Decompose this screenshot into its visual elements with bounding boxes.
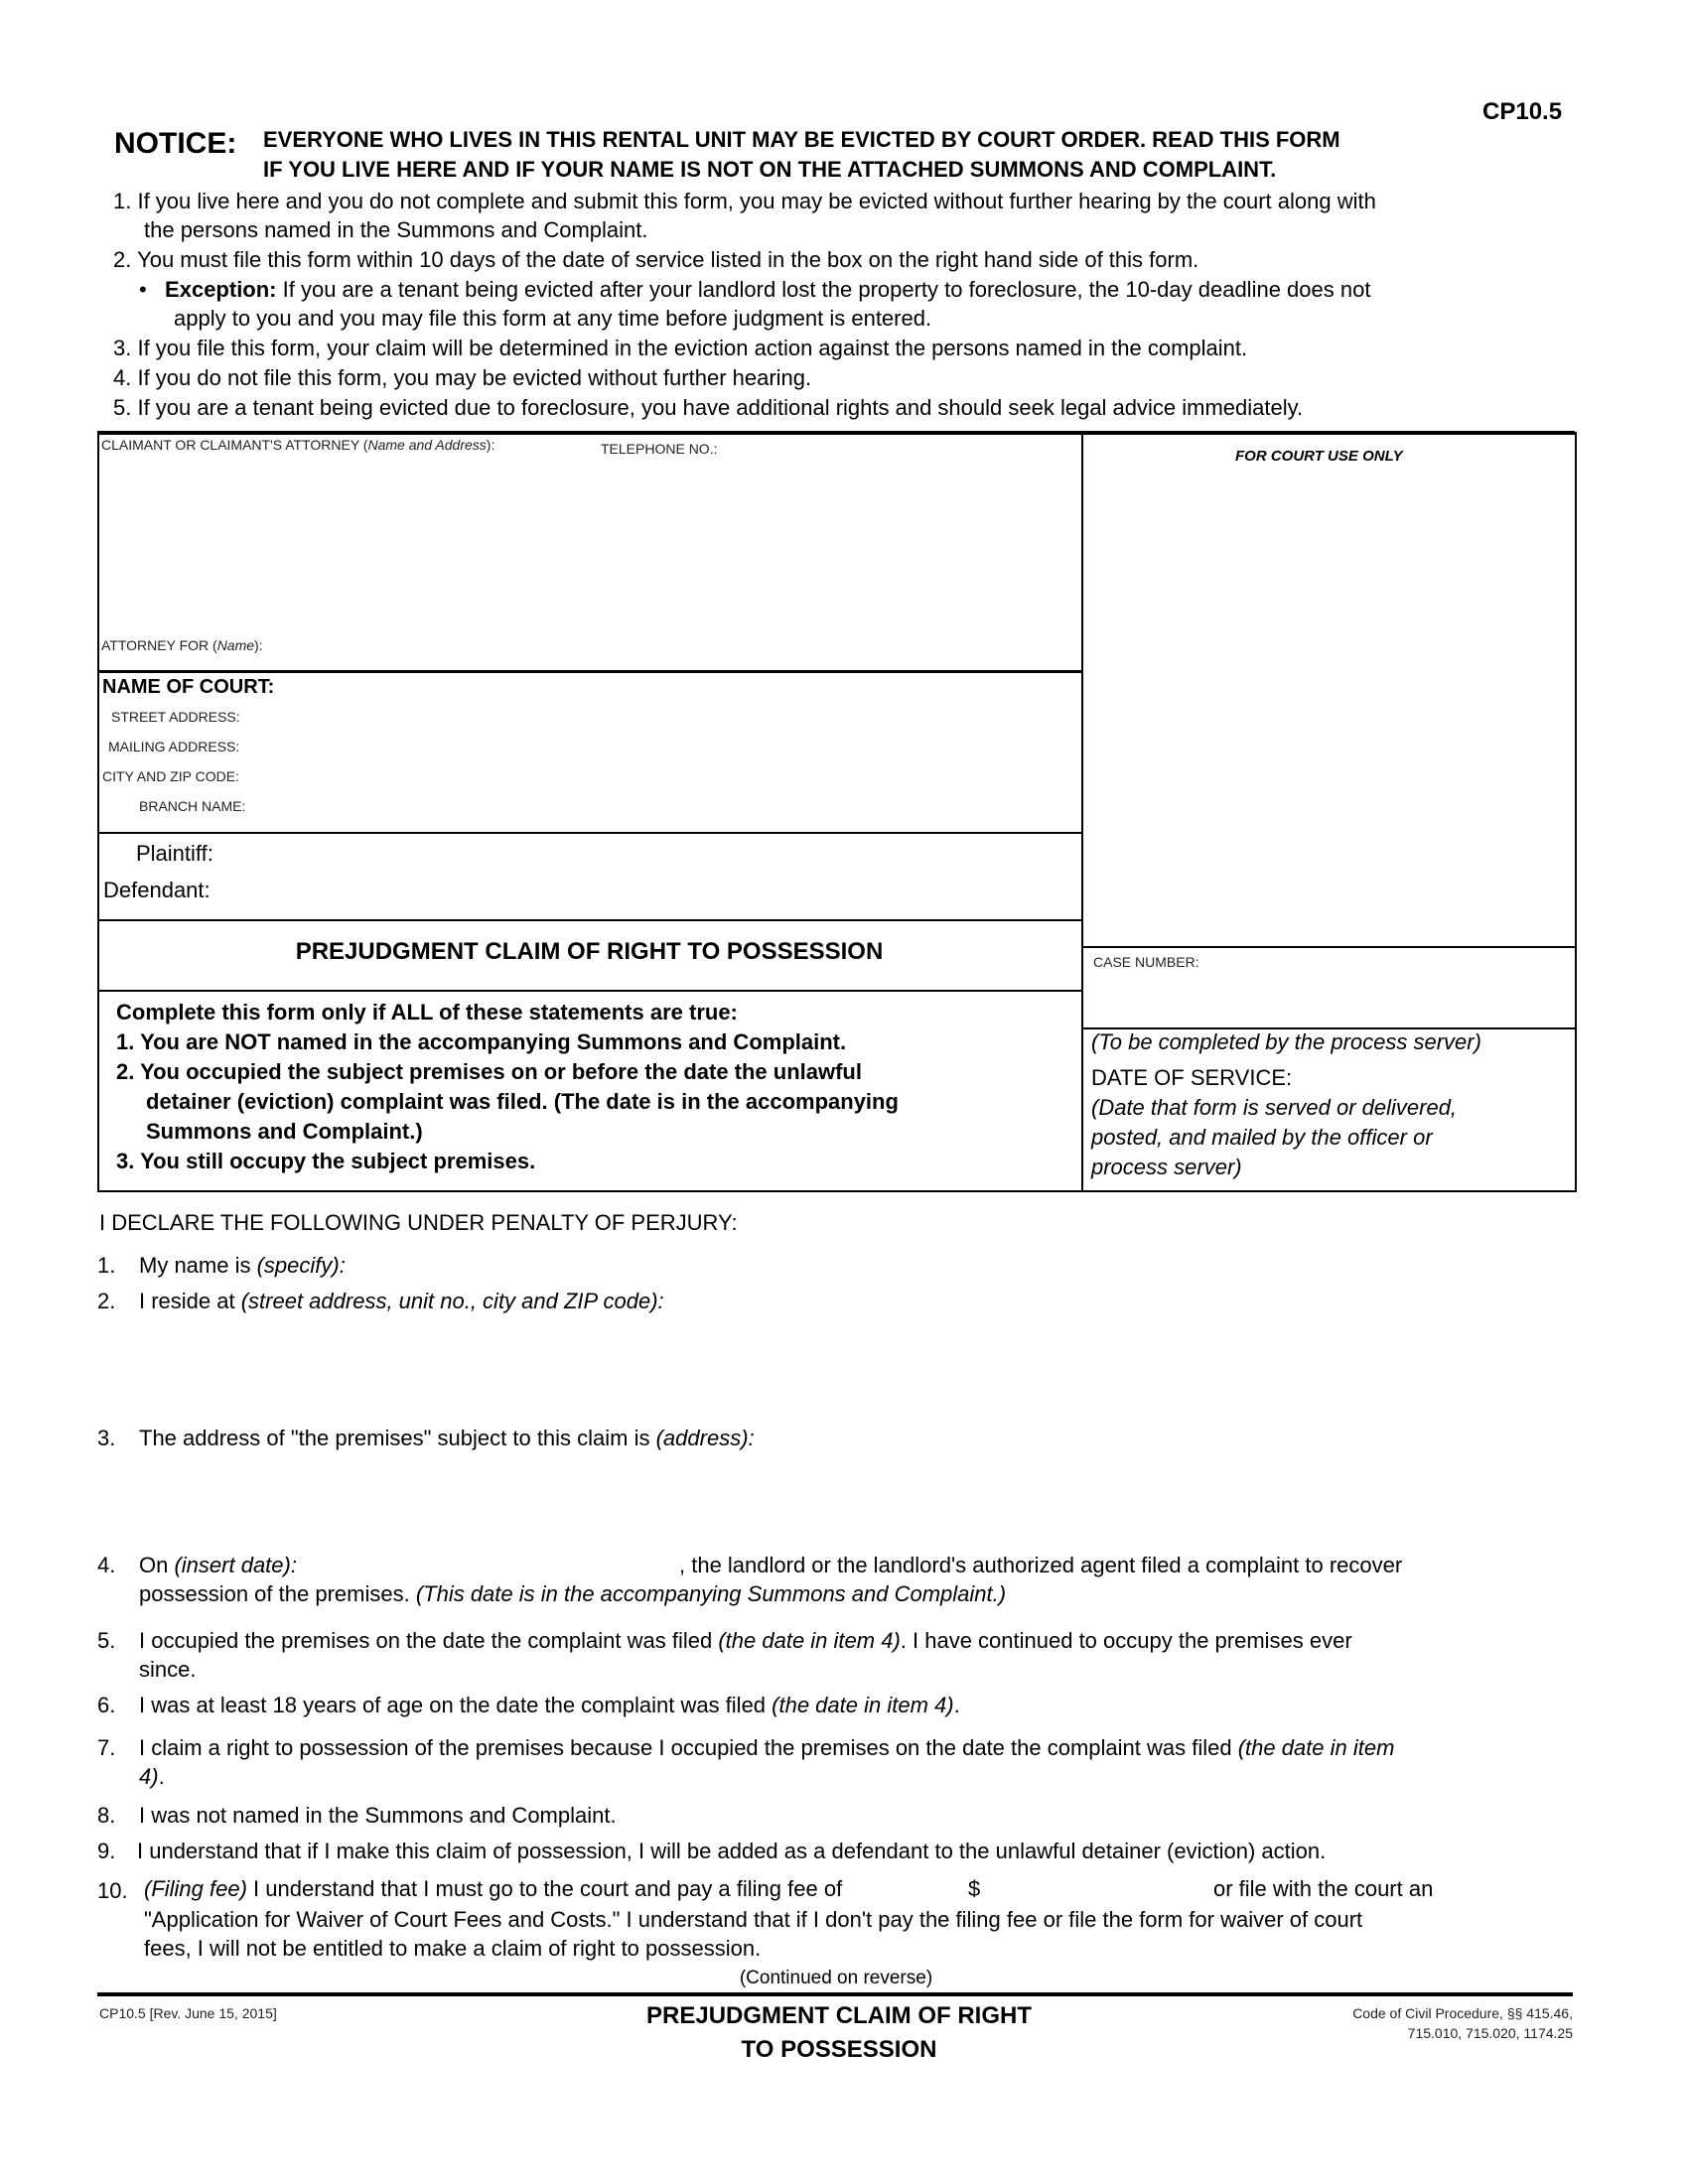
item-10-line3: fees, I will not be entitled to make a claim of right to possession.: [144, 1936, 762, 1961]
exception: • Exception: If you are a tenant being evicted after your landlord lost the property to foreclosure, the 10-day deadline does not: [139, 277, 1371, 302]
condition: detainer (eviction) complaint was filed. (The date is in the accompanying: [146, 1089, 899, 1114]
item-4: On (insert date):: [139, 1553, 297, 1577]
item-number: 8.: [97, 1803, 116, 1828]
notice-label: NOTICE:: [114, 127, 237, 160]
code-citation-2: 715.010, 715.020, 1174.25: [1407, 2025, 1573, 2041]
item-number: 9.: [97, 1839, 116, 1863]
condition-heading: Complete this form only if ALL of these statements are true:: [116, 1000, 738, 1024]
notice-line2: IF YOU LIVE HERE AND IF YOUR NAME IS NOT ON THE ATTACHED SUMMONS AND COMPLAINT.: [263, 157, 1277, 182]
item-number: 3.: [97, 1426, 116, 1450]
item-4-rest: , the landlord or the landlord's authorized agent filed a complaint to recover: [679, 1553, 1403, 1577]
instruction-3: 3. If you file this form, your claim will be determined in the eviction action against the persons named in the complaint.: [113, 336, 1248, 360]
instruction-4: 4. If you do not file this form, you may be evicted without further hearing.: [113, 365, 812, 390]
dos-note: posted, and mailed by the officer or: [1091, 1125, 1433, 1150]
condition: Summons and Complaint.): [146, 1119, 423, 1144]
divider: [97, 431, 1575, 435]
claimant-field[interactable]: [101, 459, 1074, 637]
revision: CP10.5 [Rev. June 15, 2015]: [99, 2005, 277, 2021]
name-of-court-label: NAME OF COURT:: [102, 676, 275, 698]
instruction-1: 1. If you live here and you do not complete and submit this form, you may be evicted without further hearing by the court along with: [113, 189, 1376, 213]
mailing-address-label: MAILING ADDRESS:: [108, 739, 240, 754]
condition: 3. You still occupy the subject premises.: [116, 1149, 536, 1173]
exception-cont: apply to you and you may file this form at any time before judgment is entered.: [174, 306, 932, 331]
item-number: 7.: [97, 1735, 116, 1760]
plaintiff-label: Plaintiff:: [136, 841, 213, 866]
item-9: I understand that if I make this claim of possession, I will be added as a defendant to the unlawful detainer (eviction) action.: [137, 1839, 1327, 1863]
item-10-rest: or file with the court an: [1213, 1876, 1434, 1901]
footer-rule: [97, 1992, 1573, 1996]
divider: [97, 990, 1081, 992]
branch-name-label: BRANCH NAME:: [139, 798, 246, 814]
item-5: I occupied the premises on the date the complaint was filed (the date in item 4). I have continued to occupy the premises ever: [139, 1628, 1352, 1653]
item-number: 6.: [97, 1693, 116, 1717]
divider: [1081, 432, 1083, 1190]
item-10: (Filing fee) I understand that I must go to the court and pay a filing fee of: [144, 1876, 843, 1901]
continued-note: (Continued on reverse): [739, 1968, 933, 1988]
date-of-service-label: DATE OF SERVICE:: [1091, 1065, 1293, 1090]
item-5-line2: since.: [139, 1657, 197, 1682]
form-title: PREJUDGMENT CLAIM OF RIGHT TO POSSESSION: [295, 938, 884, 965]
item-7: I claim a right to possession of the premises because I occupied the premises on the date the complaint was filed (the date in item: [139, 1735, 1395, 1760]
process-server-note: (To be completed by the process server): [1091, 1029, 1481, 1054]
attorney-for-label: ATTORNEY FOR (Name):: [101, 637, 263, 653]
condition: 2. You occupied the subject premises on or before the date the unlawful: [116, 1059, 862, 1084]
item-number: 10.: [97, 1878, 128, 1903]
code-citation-1: Code of Civil Procedure, §§ 415.46,: [1352, 2005, 1573, 2021]
filing-fee-field[interactable]: [988, 1874, 1206, 1902]
defendant-label: Defendant:: [103, 878, 211, 902]
divider: [97, 670, 1081, 673]
instruction-5: 5. If you are a tenant being evicted due to foreclosure, you have additional rights and should seek legal advice immediately.: [113, 395, 1304, 420]
instruction-1-cont: the persons named in the Summons and Complaint.: [144, 217, 648, 242]
notice-line1: EVERYONE WHO LIVES IN THIS RENTAL UNIT MAY BE EVICTED BY COURT ORDER. READ THIS FORM: [263, 127, 1340, 152]
item-4-line2: possession of the premises. (This date is in the accompanying Summons and Complaint.): [139, 1581, 1007, 1606]
item-1: My name is (specify):: [139, 1253, 346, 1278]
footer-title-1: PREJUDGMENT CLAIM OF RIGHT: [646, 2002, 1032, 2029]
street-address-label: STREET ADDRESS:: [111, 709, 240, 725]
item-number: 1.: [97, 1253, 116, 1278]
dos-note: process server): [1091, 1155, 1242, 1179]
condition: 1. You are NOT named in the accompanying Summons and Complaint.: [116, 1029, 847, 1054]
item-3: The address of "the premises" subject to this claim is (address):: [139, 1426, 755, 1450]
dos-note: (Date that form is served or delivered,: [1091, 1095, 1458, 1120]
claimant-label: CLAIMANT OR CLAIMANT'S ATTORNEY (Name and Address):: [101, 437, 495, 453]
item-2: I reside at (street address, unit no., city and ZIP code):: [139, 1289, 664, 1313]
court-use-label: FOR COURT USE ONLY: [1235, 448, 1403, 465]
form-id: CP10.5: [1482, 98, 1563, 125]
declaration-heading: I DECLARE THE FOLLOWING UNDER PENALTY OF PERJURY:: [99, 1210, 738, 1235]
item-number: 4.: [97, 1553, 116, 1577]
instruction-2: 2. You must file this form within 10 days of the date of service listed in the box on the right hand side of this form.: [113, 247, 1199, 272]
divider: [97, 832, 1081, 834]
item-7-line2: 4).: [139, 1764, 165, 1789]
dollar-sign: $: [968, 1876, 981, 1901]
footer-title-2: TO POSSESSION: [741, 2036, 937, 2063]
divider: [1081, 946, 1575, 948]
item-number: 5.: [97, 1628, 116, 1653]
exception-text: If you are a tenant being evicted after your landlord lost the property to foreclosure, the 10-day deadline does not: [282, 277, 1371, 302]
divider: [97, 919, 1081, 921]
item-10-line2: "Application for Waiver of Court Fees and Costs." I understand that if I don't pay the filing fee or file the form for waiver of court: [144, 1907, 1363, 1932]
city-zip-label: CITY AND ZIP CODE:: [102, 768, 239, 784]
exception-label: Exception:: [165, 277, 277, 302]
telephone-label: TELEPHONE NO.:: [601, 441, 718, 457]
item-6: I was at least 18 years of age on the date the complaint was filed (the date in item 4).: [139, 1693, 960, 1717]
item-8: I was not named in the Summons and Complaint.: [139, 1803, 617, 1828]
item-number: 2.: [97, 1289, 116, 1313]
case-number-label: CASE NUMBER:: [1093, 954, 1199, 970]
